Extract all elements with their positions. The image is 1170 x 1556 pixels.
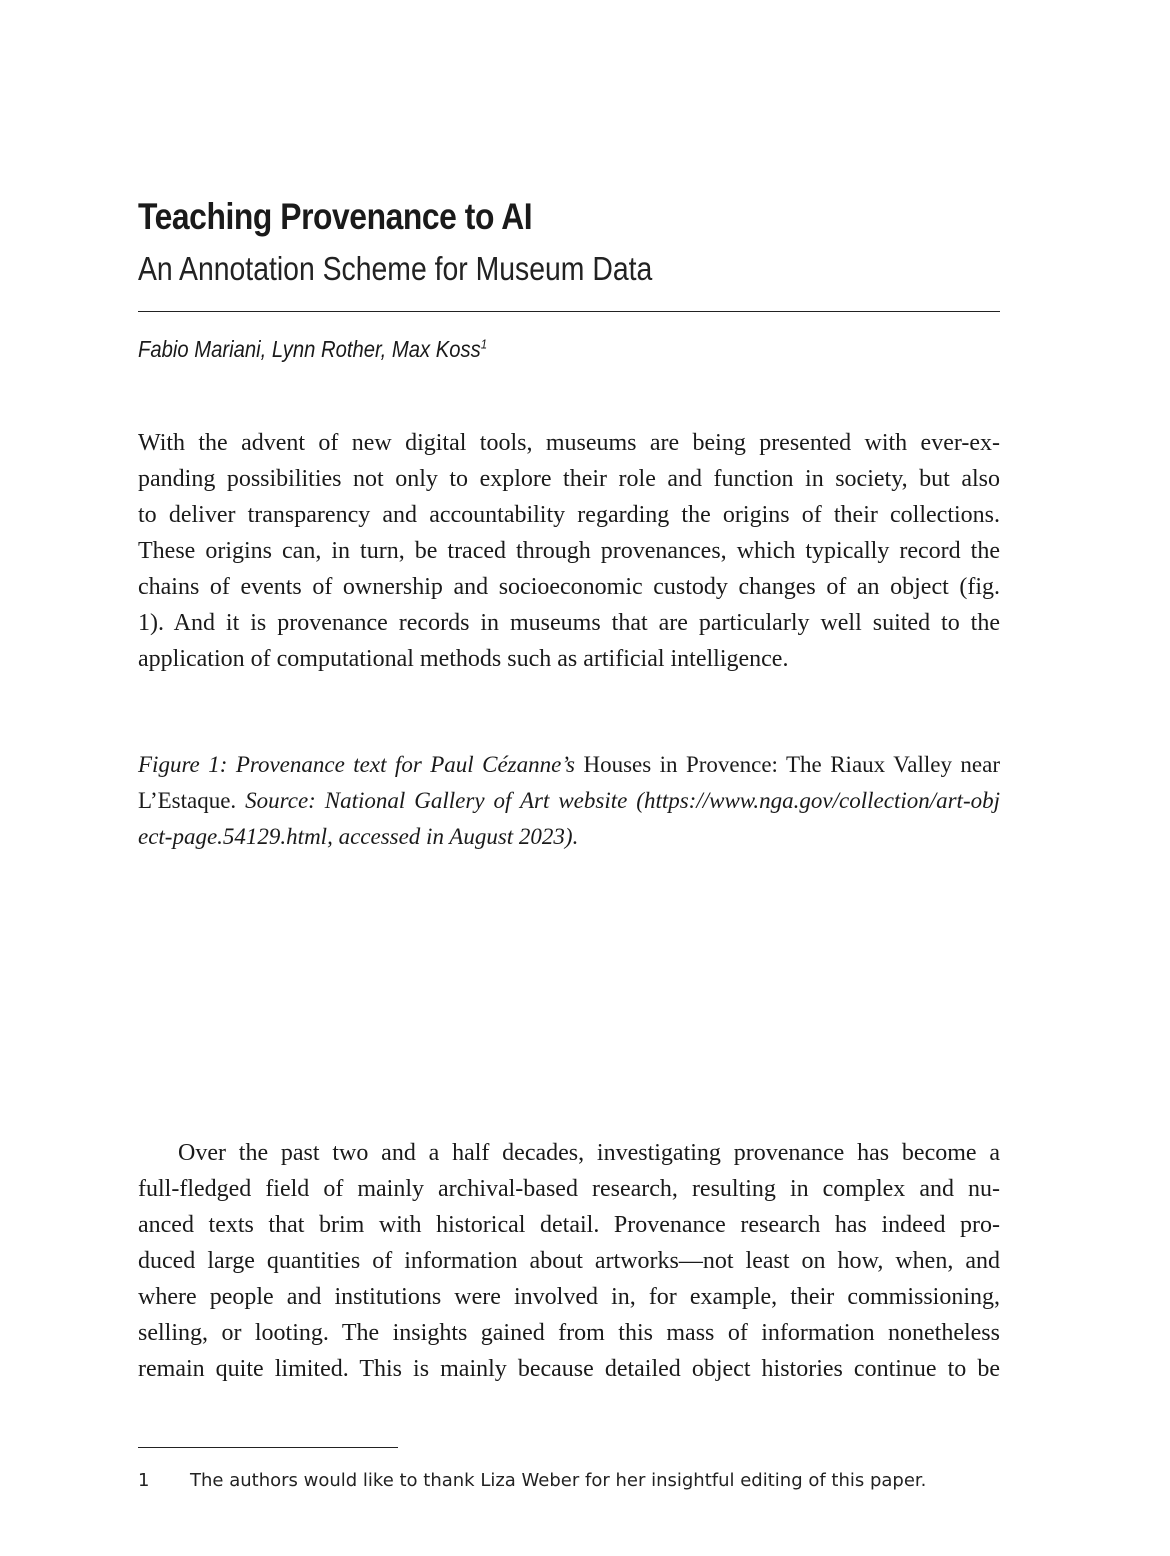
text-line: selling, or looting. The insights gained from this mass of information nonetheless xyxy=(138,1320,1000,1346)
figure-caption xyxy=(138,747,1000,855)
chapter-subtitle: An Annotation Scheme for Museum Data xyxy=(138,250,653,287)
intro-paragraph xyxy=(138,425,1000,677)
text-line: to deliver transparency and accountability regarding the origins of their collections. xyxy=(138,502,1000,528)
text-line: anced texts that brim with historical detail. Provenance research has indeed pro- xyxy=(138,1212,1000,1238)
text-line: panding possibilities not only to explore their role and function in society, but also xyxy=(138,466,1000,492)
authors-line xyxy=(138,336,897,363)
footnote-divider xyxy=(138,1447,398,1448)
caption-label: Figure 1: Provenance text for Paul Cézanne’s xyxy=(138,752,584,777)
text-line: remain quite limited. This is mainly because detailed object histories continue to be xyxy=(138,1356,1000,1382)
artwork-title: Houses in Provence: The Riaux Valley near xyxy=(583,752,1000,777)
chapter-title: Teaching Provenance to AI xyxy=(138,196,533,237)
footnote-number: 1 xyxy=(138,1470,150,1491)
authors: Fabio Mariani, Lynn Rother, Max Koss xyxy=(138,336,481,362)
text-line: where people and institutions were involved in, for example, their commissioning, xyxy=(138,1284,1000,1310)
text-line: full-fledged field of mainly archival-based research, resulting in complex and nu- xyxy=(138,1176,1000,1202)
text-line: duced large quantities of information about artworks—not least on how, when, and xyxy=(138,1248,1000,1274)
footnote-mark[interactable]: 1 xyxy=(480,336,488,352)
text-line: Over the past two and a half decades, investigating provenance has become a xyxy=(178,1140,1000,1166)
title-divider xyxy=(138,311,1000,312)
footnote xyxy=(138,1470,1000,1491)
text-line: With the advent of new digital tools, museums are being presented with ever-ex- xyxy=(138,430,1000,456)
footnote-text: The authors would like to thank Liza Weber for her insightful editing of this paper. xyxy=(190,1470,927,1491)
caption-source-cont: ect-page.54129.html, accessed in August 2023). xyxy=(138,824,579,849)
text-line: chains of events of ownership and socioeconomic custody changes of an object (fig. xyxy=(138,574,1000,600)
text-line: application of computational methods such as artificial intelligence. xyxy=(138,646,789,672)
body-paragraph xyxy=(138,1135,1000,1387)
text-line: 1). And it is provenance records in museums that are particularly well suited to the xyxy=(138,610,1000,636)
artwork-title-cont: L’Estaque. xyxy=(138,788,246,813)
caption-source: Source: National Gallery of Art website (https://www.nga.gov/collection/art-obj xyxy=(245,788,1000,813)
text-line: These origins can, in turn, be traced through provenances, which typically record the xyxy=(138,538,1000,564)
